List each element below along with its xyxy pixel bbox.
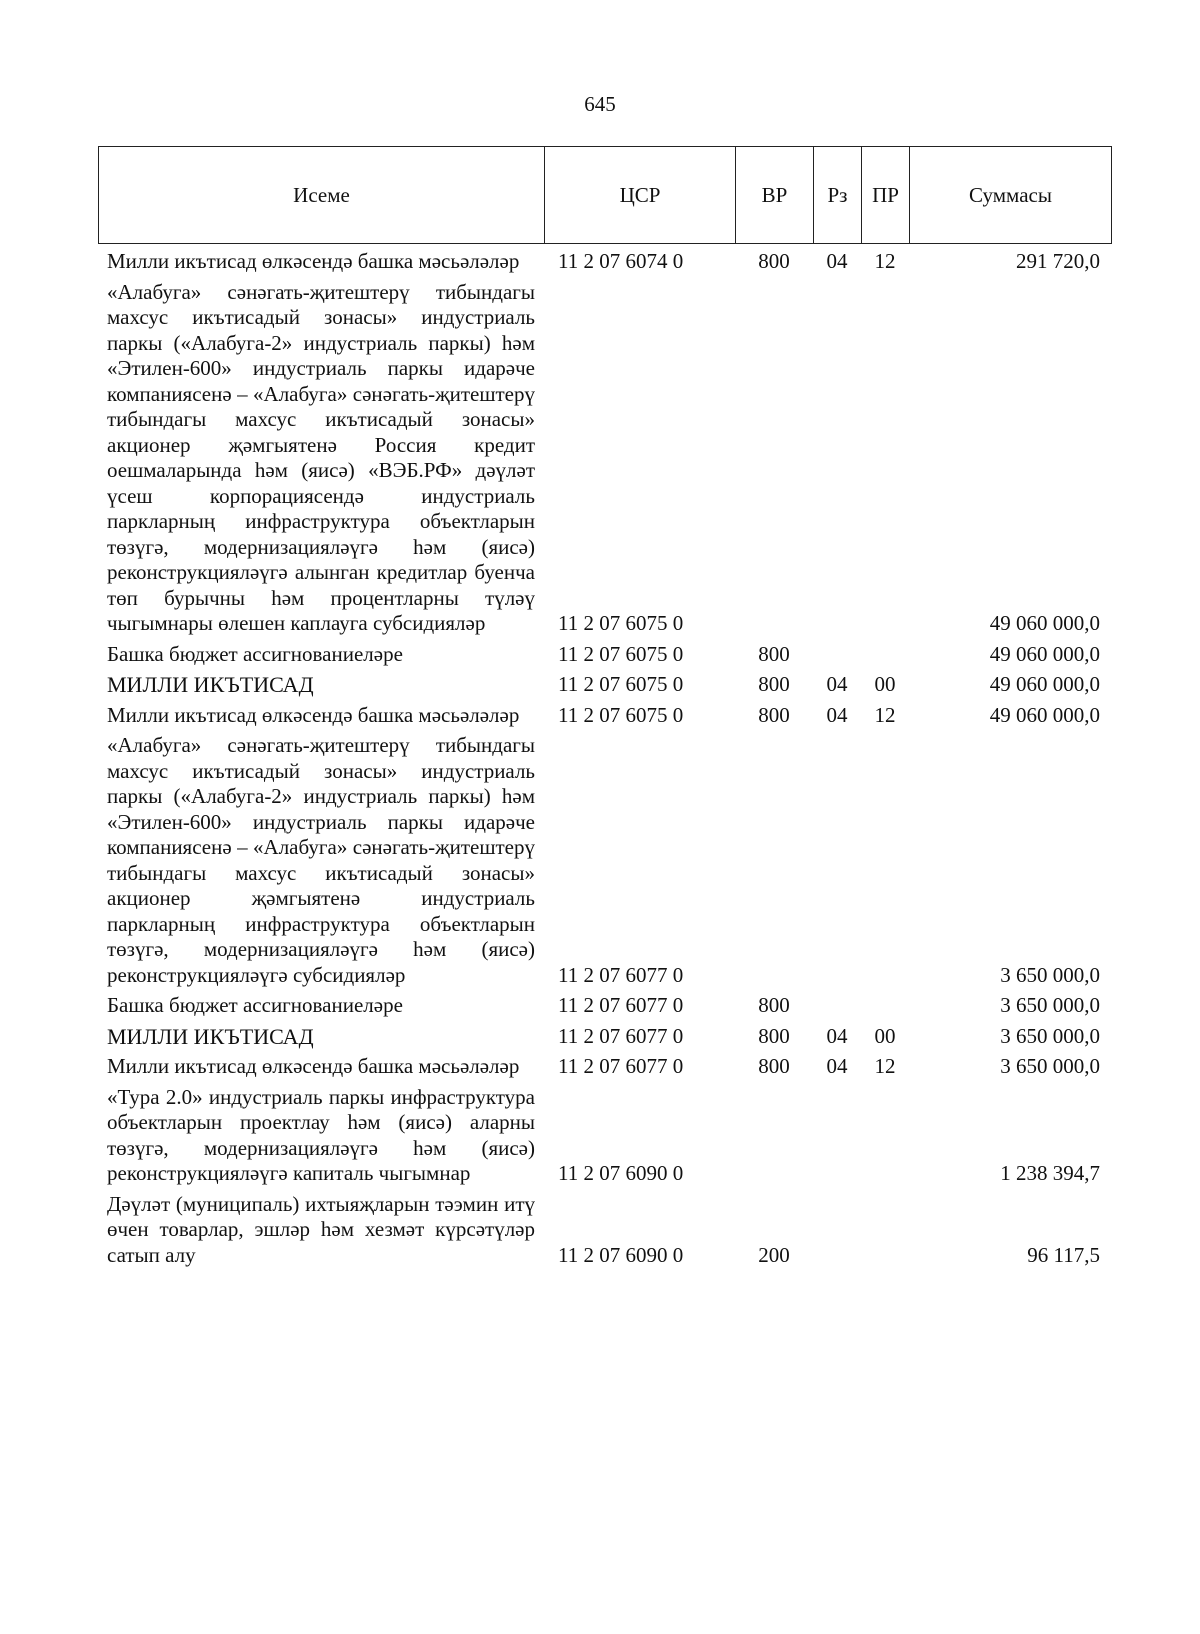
row-sum: 291 720,0 — [1016, 249, 1100, 273]
row-csr: 11 2 07 6077 0 — [558, 962, 684, 987]
row-csr: 11 2 07 6075 0 — [558, 641, 684, 666]
row-csr: 11 2 07 6075 0 — [558, 611, 684, 635]
row-name: «Алабуга» сәнәгать-җитештерү тибындагы махсус икътисадый зонасы» индустриаль паркы («Алабуга-2» индустриаль паркы) һәм «Этилен-600» индустриаль паркы идарәче компаниясенә – «Алабуга» сәнәгать-җитештерү тибындагы махсус икътисадый зонасы» акционер җәмгыятенә индустриаль паркларның инфраструктура объектларын төзүгә, модернизацияләүгә һәм (яисә) реконструкцияләүгә субсидияләр — [107, 733, 535, 987]
header-vr: ВР — [736, 147, 814, 243]
row-csr: 11 2 07 6075 0 — [558, 672, 684, 696]
row-pr: 12 — [874, 702, 896, 727]
table-row — [98, 667, 1112, 698]
row-pr: 12 — [874, 249, 896, 273]
row-vr: 800 — [758, 672, 790, 696]
row-sum: 49 060 000,0 — [989, 702, 1100, 727]
row-vr: 800 — [758, 641, 790, 666]
table-row — [98, 244, 1112, 275]
table-row — [98, 698, 1112, 729]
row-sum: 3 650 000,0 — [1000, 1054, 1100, 1078]
table-row — [98, 728, 1112, 988]
table-row — [98, 1187, 1112, 1269]
row-rz: 04 — [826, 702, 848, 727]
row-name: МИЛЛИ ИКЪТИСАД — [107, 672, 314, 697]
row-rz: 04 — [826, 1023, 848, 1048]
table-row — [98, 1049, 1112, 1080]
row-rz: 04 — [826, 672, 848, 696]
row-name: Башка бюджет ассигнованиеләре — [107, 641, 403, 666]
header-sum: Суммасы — [969, 182, 1052, 207]
row-sum: 3 650 000,0 — [1000, 962, 1100, 987]
table-row — [98, 637, 1112, 668]
row-name: «Алабуга» сәнәгать-җитештерү тибындагы махсус икътисадый зонасы» индустриаль паркы («Алабуга-2» индустриаль паркы) һәм «Этилен-600» индустриаль паркы идарәче компаниясенә – «Алабуга» сәнәгать-җитештерү тибындагы махсус икътисадый зонасы» акционер җәмгыятенә Россия кредит оешмаларында һәм (яисә) «ВЭБ.РФ» дәүләт үсеш корпорациясендә индустриаль паркларның инфраструктура объектларын төзүгә, модернизацияләүгә һәм (яисә) реконструкцияләүгә алынган кредитлар буенча төп бурычны һәм процентларны түләү чыгымнары өлешен каплауга субсидияләр — [107, 279, 535, 635]
row-rz: 04 — [826, 1054, 848, 1078]
row-vr: 800 — [758, 1054, 790, 1078]
row-sum: 1 238 394,7 — [1000, 1161, 1100, 1185]
row-name: Дәүләт (муниципаль) ихтыяҗларын тәэмин итү өчен товарлар, эшләр һәм хезмәт күрсәтүләр сатып алу — [107, 1191, 535, 1267]
row-csr: 11 2 07 6090 0 — [558, 1242, 684, 1267]
row-name: «Тура 2.0» индустриаль паркы инфраструктура объектларын проектлау һәм (яисә) аларны төзүгә, модернизацияләүгә һәм (яисә) реконструкцияләүгә капиталь чыгымнар — [107, 1084, 535, 1185]
row-csr: 11 2 07 6077 0 — [558, 1054, 684, 1078]
row-vr: 800 — [758, 702, 790, 727]
header-rz: Рз — [814, 147, 862, 243]
row-name: Милли икътисад өлкәсендә башка мәсьәләләр — [107, 1054, 520, 1078]
row-pr: 12 — [874, 1054, 896, 1078]
row-csr: 11 2 07 6077 0 — [558, 1023, 684, 1048]
row-sum: 96 117,5 — [1027, 1242, 1100, 1267]
row-name: Милли икътисад өлкәсендә башка мәсьәләләр — [107, 249, 520, 273]
header-name: Исеме — [99, 147, 545, 243]
row-vr: 800 — [758, 1023, 790, 1048]
header-csr: ЦСР — [545, 147, 736, 243]
row-name: Милли икътисад өлкәсендә башка мәсьәләләр — [107, 702, 520, 727]
table-row — [98, 1019, 1112, 1050]
row-csr: 11 2 07 6075 0 — [558, 702, 684, 727]
row-vr: 800 — [758, 249, 790, 273]
table-row — [98, 1080, 1112, 1187]
row-csr: 11 2 07 6090 0 — [558, 1161, 684, 1185]
table-row — [98, 988, 1112, 1019]
row-vr: 200 — [758, 1242, 790, 1267]
row-pr: 00 — [874, 672, 896, 696]
row-sum: 3 650 000,0 — [1000, 1023, 1100, 1048]
row-rz: 04 — [826, 249, 848, 273]
row-csr: 11 2 07 6077 0 — [558, 993, 684, 1017]
row-sum: 49 060 000,0 — [989, 672, 1100, 696]
row-pr: 00 — [874, 1023, 896, 1048]
row-sum: 3 650 000,0 — [1000, 993, 1100, 1017]
row-sum: 49 060 000,0 — [989, 641, 1100, 666]
row-csr: 11 2 07 6074 0 — [558, 249, 684, 273]
table-header — [98, 146, 1112, 244]
table-row — [98, 275, 1112, 637]
row-name: Башка бюджет ассигнованиеләре — [107, 993, 403, 1017]
table-body — [98, 244, 1112, 1268]
row-sum: 49 060 000,0 — [989, 611, 1100, 635]
row-vr: 800 — [758, 993, 790, 1017]
header-pr: ПР — [862, 147, 910, 243]
page-number: 645 — [584, 92, 616, 116]
row-name: МИЛЛИ ИКЪТИСАД — [107, 1023, 314, 1049]
